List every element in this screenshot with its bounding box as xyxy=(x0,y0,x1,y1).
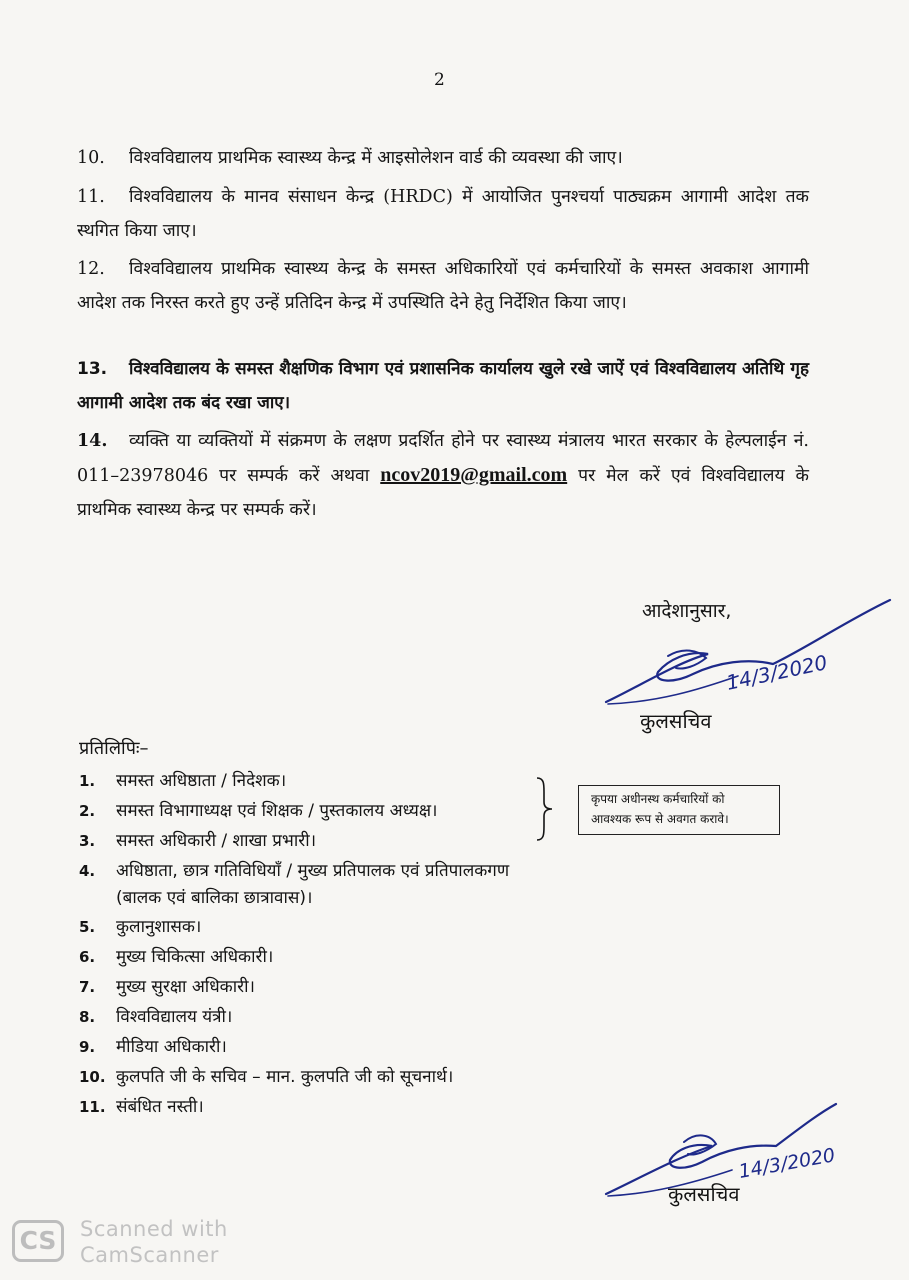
paragraph-text: विश्वविद्यालय प्राथमिक स्वास्थ्य केन्द्र के समस्त अधिकारियों एवं कर्मचारियों के समस्त अवकाश आगामी आदेश तक निरस्त करते हुए उन्हें प्रतिदिन केन्द्र में उपस्थिति देने हेतु निर्देशित किया जाए। xyxy=(77,259,809,313)
list-item: 5. कुलानुशासक। xyxy=(79,917,202,937)
list-item: 3. समस्त अधिकारी / शाखा प्रभारी। xyxy=(79,831,317,851)
signature-1 xyxy=(598,592,898,722)
paragraph-text: विश्वविद्यालय प्राथमिक स्वास्थ्य केन्द्र में आइसोलेशन वार्ड की व्यवस्था की जाए। xyxy=(129,148,623,168)
camscanner-watermark xyxy=(8,1212,238,1272)
paragraph-number: 11. xyxy=(77,187,105,207)
list-item-continuation: (बालक एवं बालिका छात्रावास)। xyxy=(116,888,313,908)
camscanner-logo-icon: CS xyxy=(12,1220,64,1262)
paragraph-number: 13. xyxy=(77,359,108,379)
note-box xyxy=(578,785,780,835)
paragraph-number: 14. xyxy=(77,431,108,451)
paragraph-text: विश्वविद्यालय के मानव संसाधन केन्द्र (HRDC) में आयोजित पुनश्चर्या पाठ्यक्रम आगामी आदेश तक स्थगित किया जाए। xyxy=(77,187,809,241)
list-item: 7. मुख्य सुरक्षा अधिकारी। xyxy=(79,977,255,997)
designation-registrar-bottom: कुलसचिव xyxy=(668,1182,740,1206)
page-number: 2 xyxy=(434,70,445,90)
paragraph-number: 12. xyxy=(77,259,105,279)
signature-date: 14/3/2020 xyxy=(724,650,830,695)
list-item: 2. समस्त विभागाध्यक्ष एवं शिक्षक / पुस्तकालय अध्यक्ष। xyxy=(79,801,438,821)
paragraph-number: 10. xyxy=(77,148,105,168)
note-line-1: कृपया अधीनस्थ कर्मचारियों को xyxy=(591,792,725,806)
list-item: 8. विश्वविद्यालय यंत्री। xyxy=(79,1007,233,1027)
paragraph-13 xyxy=(77,352,809,420)
note-line-2: आवश्यक रूप से अवगत करावे। xyxy=(591,812,729,826)
list-item: 4. अधिष्ठाता, छात्र गतिविधियाँ / मुख्य प्रतिपालक एवं प्रतिपालकगण xyxy=(79,861,510,881)
paragraph-11 xyxy=(77,180,809,248)
paragraph-text-after: पर मेल करें एवं विश्वविद्यालय के प्राथमिक स्वास्थ्य केन्द्र पर सम्पर्क करें। xyxy=(77,466,809,520)
paragraph-text: विश्वविद्यालय के समस्त शैक्षणिक विभाग एवं प्रशासनिक कार्यालय खुले रखे जाऐं एवं विश्वविद्यालय अतिथि गृह आगामी आदेश तक बंद रखा जाए। xyxy=(77,359,809,413)
order-text: आदेशानुसार, xyxy=(642,600,732,622)
list-item: 9. मीडिया अधिकारी। xyxy=(79,1037,227,1057)
watermark-text: Scanned with CamScanner xyxy=(80,1217,228,1267)
paragraph-14 xyxy=(77,424,809,527)
list-item: 11. संबंधित नस्ती। xyxy=(79,1097,204,1117)
signature-date: 14/3/2020 xyxy=(737,1144,837,1183)
paragraph-12 xyxy=(77,252,809,320)
email-link[interactable]: ncov2019@gmail.com xyxy=(380,464,568,486)
curly-brace-icon xyxy=(534,776,556,842)
list-item: 10. कुलपति जी के सचिव – मान. कुलपति जी को सूचनार्थ। xyxy=(79,1067,454,1087)
list-item: 6. मुख्य चिकित्सा अधिकारी। xyxy=(79,947,274,967)
paragraph-10 xyxy=(77,141,809,175)
list-item: 1. समस्त अधिष्ठाता / निदेशक। xyxy=(79,771,287,791)
designation-registrar: कुलसचिव xyxy=(640,709,712,733)
paragraph-text: व्यक्ति या व्यक्तियों में संक्रमण के लक्षण प्रदर्शित होने पर स्वास्थ्य मंत्रालय भारत सरकार के हेल्पलाईन नं. 011–23978046 पर सम्पर्क करें अथवा xyxy=(77,431,809,486)
copy-heading: प्रतिलिपिः– xyxy=(79,738,149,759)
copy-list xyxy=(79,766,599,1122)
